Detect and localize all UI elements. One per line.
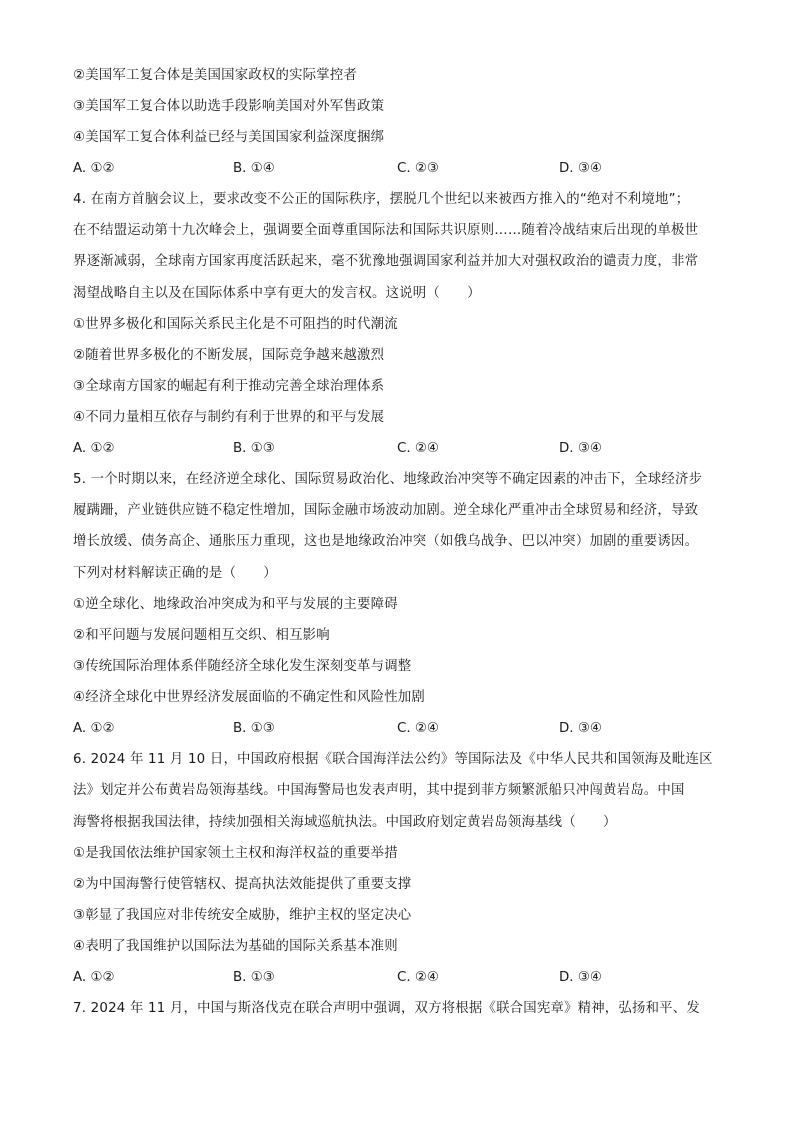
q3-statement-2: ②美国军工复合体是美国国家政权的实际掌控者 [73, 68, 358, 83]
q5-statement-3: ③传统国际治理体系伴随经济全球化发生深刻变革与调整 [73, 659, 412, 674]
q7-stem-line-1: 7. 2024 年 11 月，中国与斯洛伐克在联合声明中强调，双方将根据《联合国宪章》精神，弘扬和平、发 [73, 1001, 700, 1016]
q4-statement-4: ④不同力量相互依存与制约有利于世界的和平与发展 [73, 410, 385, 425]
q6-option-a: A. ①② [73, 970, 115, 985]
q5-stem-line-4: 下列对材料解读正确的是（ ） [73, 566, 277, 581]
q3-options [73, 160, 733, 178]
q6-stem-line-2: 法》划定并公布黄岩岛领海基线。中国海警局也发表声明，其中提到菲方频繁派船只冲闯黄岩岛。中国 [73, 783, 685, 798]
q6-statement-3: ③彰显了我国应对非传统安全威胁，维护主权的坚定决心 [73, 908, 412, 923]
q5-option-a: A. ①② [73, 721, 115, 736]
q5-stem-line-3: 增长放缓、债务高企、通胀压力重现，这也是地缘政治冲突（如俄乌战争、巴以冲突）加剧的重要诱因。 [73, 534, 699, 549]
q5-statement-2: ②和平问题与发展问题相互交织、相互影响 [73, 628, 330, 643]
q4-stem-line-4: 渴望战略自主以及在国际体系中享有更大的发言权。这说明（ ） [73, 286, 481, 301]
q6-option-b: B. ①③ [233, 970, 275, 985]
q4-stem-line-1: 4. 在南方首脑会议上，要求改变不公正的国际秩序，摆脱几个世纪以来被西方推入的“绝对不利境地”； [73, 192, 690, 207]
q5-options [73, 720, 733, 738]
q5-statement-4: ④经济全球化中世界经济发展面临的不确定性和风险性加剧 [73, 690, 425, 705]
q4-option-b: B. ①③ [233, 441, 275, 456]
q5-option-d: D. ③④ [559, 721, 602, 736]
q5-statement-1: ①逆全球化、地缘政治冲突成为和平与发展的主要障碍 [73, 597, 398, 612]
q3-option-b: B. ①④ [233, 161, 275, 176]
q6-stem-line-1: 6. 2024 年 11 月 10 日，中国政府根据《联合国海洋法公约》等国际法及《中华人民共和国领海及毗连区 [73, 752, 713, 767]
q5-stem-line-2: 履蹒跚，产业链供应链不稳定性增加，国际金融市场波动加剧。逆全球化严重冲击全球贸易和经济，导致 [73, 503, 699, 518]
q3-statement-3: ③美国军工复合体以助选手段影响美国对外军售政策 [73, 99, 385, 114]
q6-option-d: D. ③④ [559, 970, 602, 985]
q3-option-c: C. ②③ [397, 161, 439, 176]
q6-statement-1: ①是我国依法维护国家领土主权和海洋权益的重要举措 [73, 846, 398, 861]
q5-option-c: C. ②④ [397, 721, 439, 736]
q4-option-a: A. ①② [73, 441, 115, 456]
q6-statement-4: ④表明了我国维护以国际法为基础的国际关系基本准则 [73, 939, 398, 954]
q4-statement-3: ③全球南方国家的崛起有利于推动完善全球治理体系 [73, 379, 385, 394]
q6-stem-line-3: 海警将根据我国法律，持续加强相关海域巡航执法。中国政府划定黄岩岛领海基线（ ） [73, 815, 617, 830]
q3-option-a: A. ①② [73, 161, 115, 176]
q5-option-b: B. ①③ [233, 721, 275, 736]
q6-statement-2: ②为中国海警行使管辖权、提高执法效能提供了重要支撑 [73, 877, 412, 892]
q4-options [73, 440, 733, 458]
q3-statement-4: ④美国军工复合体利益已经与美国国家利益深度捆绑 [73, 130, 385, 145]
q5-stem-line-1: 5. 一个时期以来，在经济逆全球化、国际贸易政治化、地缘政治冲突等不确定因素的冲击下，全球经济步 [73, 472, 703, 487]
q4-option-d: D. ③④ [559, 441, 602, 456]
q4-option-c: C. ②④ [397, 441, 439, 456]
q4-statement-2: ②随着世界多极化的不断发展，国际竞争越来越激烈 [73, 348, 385, 363]
q3-option-d: D. ③④ [559, 161, 602, 176]
q4-stem-line-3: 界逐渐减弱，全球南方国家再度活跃起来，毫不犹豫地强调国家利益并加大对强权政治的谴责力度，非常 [73, 254, 699, 269]
q4-stem-line-2: 在不结盟运动第十九次峰会上，强调要全面尊重国际法和国际共识原则……随着冷战结束后出现的单极世 [73, 223, 699, 238]
q6-option-c: C. ②④ [397, 970, 439, 985]
q6-options [73, 969, 733, 987]
q4-statement-1: ①世界多极化和国际关系民主化是不可阻挡的时代潮流 [73, 317, 398, 332]
